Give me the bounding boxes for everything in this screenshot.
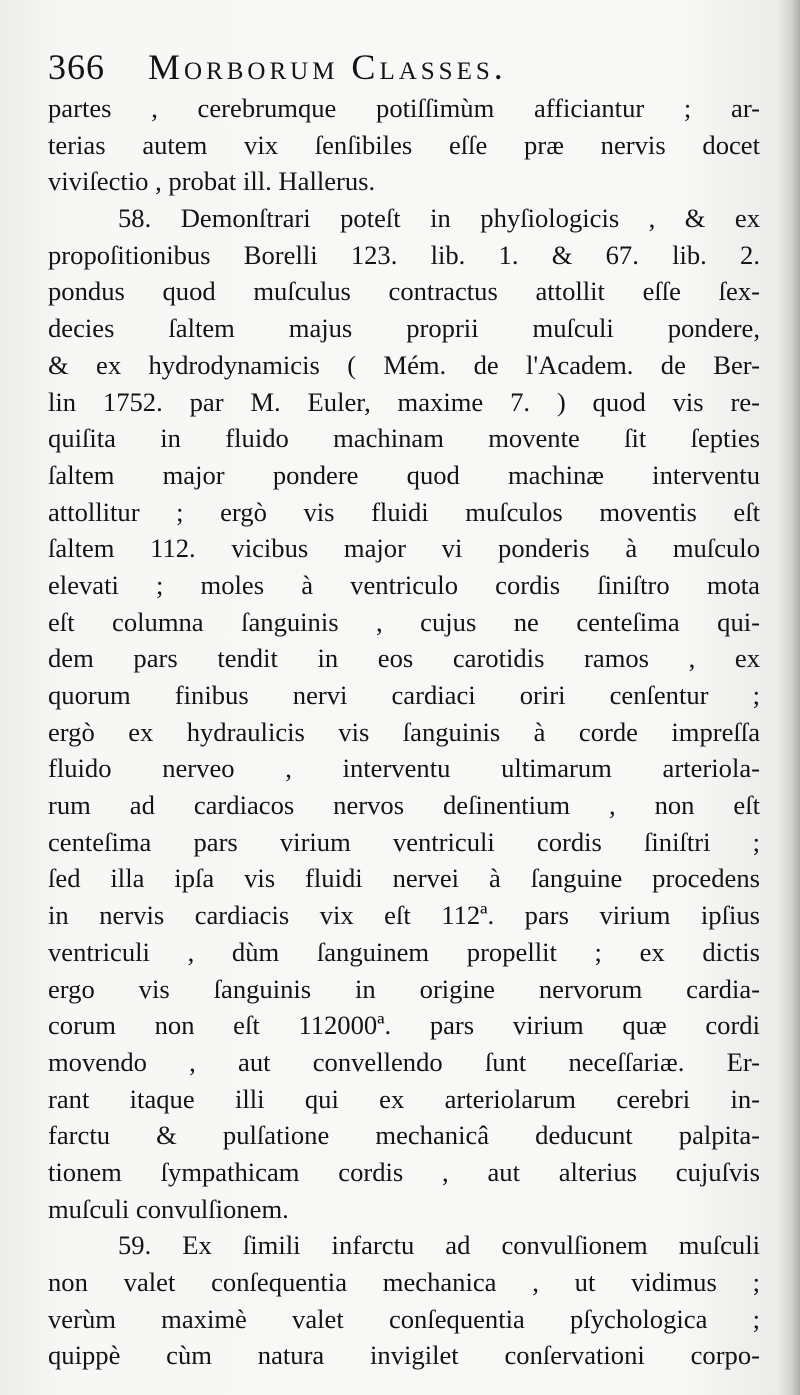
text-line: terias autem vix ſenſibiles eſſe præ nervis docet [48, 129, 760, 160]
text-line: ventriculi , dùm ſanguinem propellit ; ex dictis [48, 936, 760, 967]
page-number: 366 [48, 47, 105, 87]
text-line: dem pars tendit in eos carotidis ramos , ex [48, 643, 760, 674]
page-edge-shadow [778, 0, 800, 1395]
text-line: rant itaque illi qui ex arteriolarum cerebri in- [48, 1083, 760, 1114]
text-line: non valet conſequentia mechanica , ut vidimus ; [48, 1267, 760, 1297]
text-line: elevati ; moles à ventriculo cordis ſiniſtro mota [48, 569, 760, 600]
text-line: 58. Demonſtrari poteſt in phyſiologicis , & ex [118, 203, 760, 234]
running-header [48, 44, 768, 90]
text-line: in nervis cardiacis vix eſt 112ª. pars virium ipſius [48, 900, 760, 931]
text-line: 59. Ex ſimili infarctu ad convulſionem muſculi [118, 1230, 760, 1261]
text-line: lin 1752. par M. Euler, maxime 7. ) quod vis re- [48, 386, 760, 417]
text-line: movendo , aut convellendo ſunt neceſſariæ. Er- [48, 1046, 760, 1077]
body-text [48, 90, 760, 1374]
text-line: attollitur ; ergò vis fluidi muſculos moventis eſt [48, 496, 760, 527]
text-line: farctu & pulſatione mechanicâ deducunt palpita- [48, 1120, 760, 1151]
text-line: partes , cerebrumque potiſſimùm afficiantur ; ar- [48, 93, 760, 123]
running-title: Morborum Classes. [148, 47, 507, 87]
text-line: rum ad cardiacos nervos deſinentium , non eſt [48, 790, 760, 821]
text-line: ergo vis ſanguinis in origine nervorum cardia- [48, 973, 760, 1004]
text-line: ſed illa ipſa vis fluidi nervei à ſanguine procedens [48, 863, 760, 894]
text-line: muſculi convulſionem. [48, 1193, 289, 1224]
text-line: viviſectio , probat ill. Hallerus. [48, 166, 376, 197]
text-line: verùm maximè valet conſequentia pſychologica ; [48, 1303, 760, 1334]
text-line: ſaltem major pondere quod machinæ interventu [48, 459, 760, 490]
text-line: propoſitionibus Borelli 123. lib. 1. & 67. lib. 2. [48, 239, 760, 270]
text-line: quippè cùm natura invigilet conſervationi corpo- [48, 1340, 760, 1371]
text-line: fluido nerveo , interventu ultimarum arteriola- [48, 753, 760, 784]
text-line: tionem ſympathicam cordis , aut alterius cujuſvis [48, 1156, 760, 1187]
text-line: pondus quod muſculus contractus attollit eſſe ſex- [48, 276, 760, 307]
text-line: ſaltem 112. vicibus major vi ponderis à muſculo [48, 533, 760, 564]
text-line: ergò ex hydraulicis vis ſanguinis à corde impreſſa [48, 716, 760, 747]
text-line: corum non eſt 112000ª. pars virium quæ cordi [48, 1010, 760, 1041]
text-line: quorum finibus nervi cardiaci oriri cenſentur ; [48, 680, 760, 710]
text-line: centeſima pars virium ventriculi cordis ſiniſtri ; [48, 826, 760, 857]
text-line: quiſita in fluido machinam movente ſit ſepties [48, 423, 760, 454]
text-line: & ex hydrodynamicis ( Mém. de l'Academ. de Ber- [48, 349, 760, 380]
text-line: decies ſaltem majus proprii muſculi pondere, [48, 313, 760, 344]
text-line: eſt columna ſanguinis , cujus ne centeſima qui- [48, 606, 760, 637]
